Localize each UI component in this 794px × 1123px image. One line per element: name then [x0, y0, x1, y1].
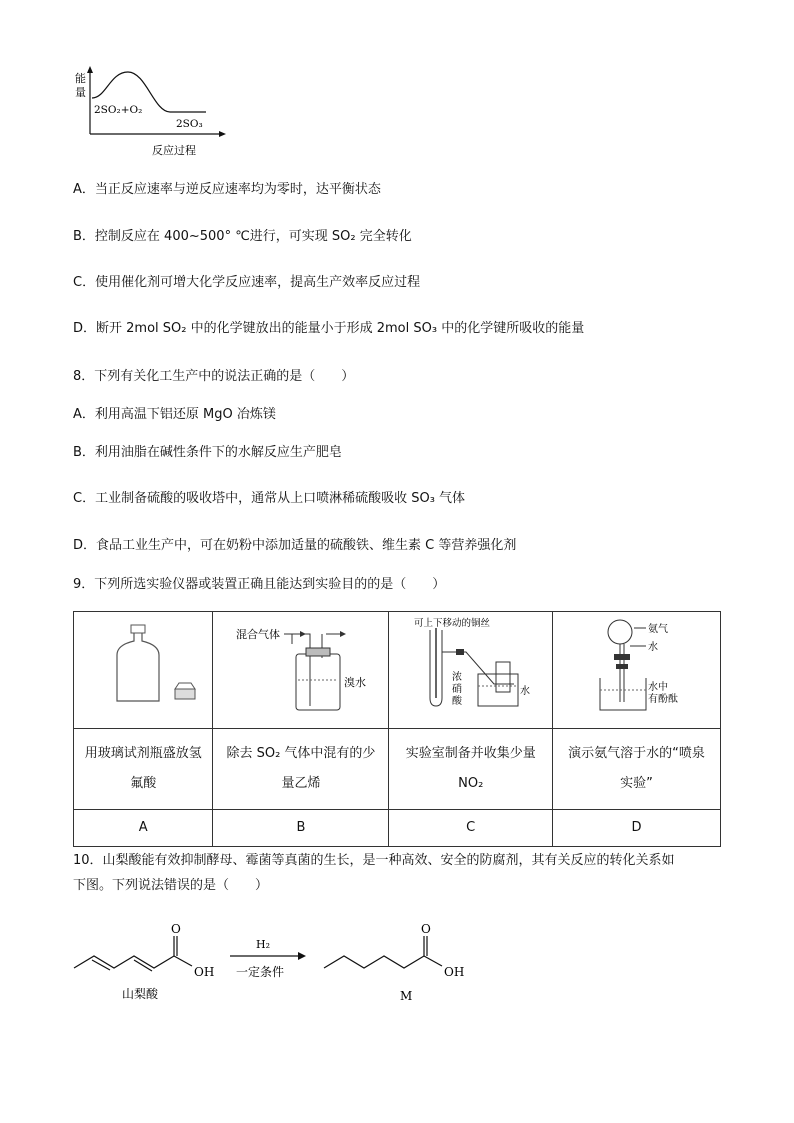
q9-desc-a: 用玻璃试剂瓶盛放氢氟酸: [74, 729, 213, 810]
q10-stem-line1: 10．山梨酸能有效抑制酵母、霉菌等真菌的生长，是一种高效、安全的防腐剂，其有关反应的转化关系如: [73, 853, 675, 868]
q9-option-c: C: [389, 810, 553, 847]
q7-option-d: D．断开 2mol SO₂ 中的化学键放出的能量小于形成 2mol SO₃ 中的化学键所吸收的能量: [73, 321, 585, 336]
label-mixed-gas: 混合气体: [235, 628, 280, 641]
diagram-y-label-1: 能: [75, 72, 86, 85]
q10-stem-line2: 下图。下列说法错误的是（ ）: [73, 878, 269, 893]
label-water-phenolphthalein-2: 有酚酞: [647, 694, 678, 705]
label-copper-wire: 可上下移动的铜丝: [413, 618, 490, 629]
q7-option-c: C．使用催化剂可增大化学反应速率，提高生产效率反应过程: [73, 275, 421, 290]
q7-option-a: A．当正反应速率与逆反应速率均为零时，达平衡状态: [73, 182, 381, 197]
reaction-reagent: H₂: [256, 938, 271, 951]
q8-option-c: C．工业制备硫酸的吸收塔中，通常从上口喷淋稀硫酸吸收 SO₃ 气体: [73, 491, 466, 506]
q9-table: [73, 611, 721, 847]
label-water-c: 水: [519, 686, 530, 697]
q9-cell-c-image: [389, 612, 553, 729]
product-o-label: O: [421, 922, 431, 936]
product-m-name: M: [400, 989, 413, 1003]
sorbic-acid-skeleton: [74, 956, 174, 968]
q9-desc-d: 演示氨气溶于水的“喷泉实验”: [553, 729, 721, 810]
q7-option-b: B．控制反应在 400~500° ℃进行，可实现 SO₂ 完全转化: [73, 229, 412, 244]
q9-option-a: A: [74, 810, 213, 847]
q9-desc-c: 实验室制备并收集少量 NO₂: [389, 729, 553, 810]
sorbic-o-label: O: [171, 922, 181, 936]
diagram-x-label: 反应过程: [152, 144, 196, 157]
diagram-products: 2SO₃: [176, 118, 203, 130]
energy-diagram: [72, 62, 232, 162]
label-water-d: 水: [647, 642, 658, 653]
sorbic-oh-label: OH: [194, 965, 215, 979]
q8-stem: 8．下列有关化工生产中的说法正确的是（ ）: [73, 369, 355, 384]
no2-generator-icon: [396, 614, 546, 714]
q8-option-d: D．食品工业生产中，可在奶粉中添加适量的硫酸铁、维生素 C 等营养强化剂: [73, 538, 517, 553]
label-conc-nitric-3: 酸: [451, 696, 462, 707]
label-water-phenolphthalein-1: 水中: [647, 682, 668, 693]
q9-option-b: B: [213, 810, 389, 847]
diagram-y-label-2: 量: [75, 86, 86, 99]
label-conc-nitric-1: 浓: [451, 672, 462, 683]
q9-stem: 9．下列所选实验仪器或装置正确且能达到实验目的的是（ ）: [73, 577, 446, 592]
label-conc-nitric-2: 硝: [451, 684, 462, 695]
q9-cell-b-image: [213, 612, 389, 729]
product-oh-label: OH: [444, 965, 465, 979]
q8-option-a: A．利用高温下铝还原 MgO 冶炼镁: [73, 407, 276, 422]
label-ammonia: 氨气: [647, 624, 668, 635]
q9-option-d: D: [553, 810, 721, 847]
reagent-bottle-icon: [83, 619, 203, 709]
q8-option-b: B．利用油脂在碱性条件下的水解反应生产肥皂: [73, 445, 342, 460]
q9-cell-a-image: [74, 612, 213, 729]
q9-desc-b: 除去 SO₂ 气体中混有的少量乙烯: [213, 729, 389, 810]
fountain-experiment-icon: [562, 614, 712, 714]
label-bromine-water: 溴水: [343, 676, 366, 689]
q9-cell-d-image: [553, 612, 721, 729]
sorbic-acid-name: 山梨酸: [122, 987, 159, 1001]
reaction-scheme: [66, 920, 486, 1010]
diagram-reactants: 2SO₂+O₂: [94, 104, 143, 116]
reaction-condition: 一定条件: [236, 965, 285, 979]
gas-wash-bottle-icon: [226, 614, 376, 714]
product-m-skeleton: [324, 956, 424, 968]
